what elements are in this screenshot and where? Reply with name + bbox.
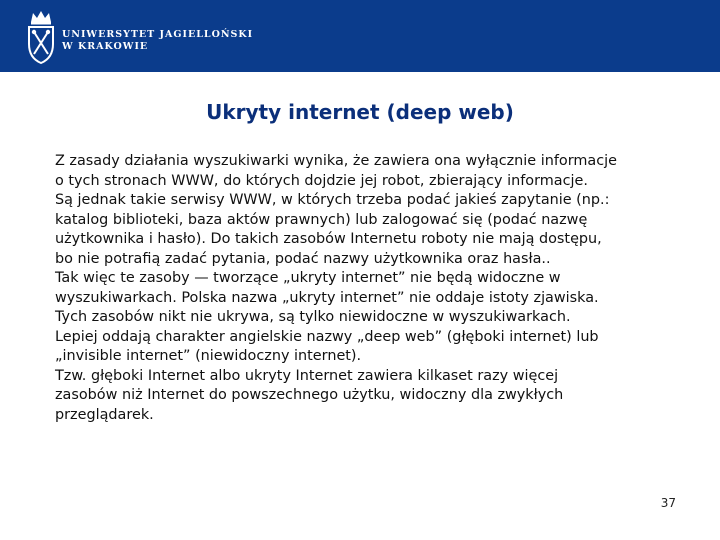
header-bar: [0, 0, 720, 72]
logo-line-2: W KRAKOWIE: [62, 41, 149, 52]
body-line: Tak więc te zasoby — tworzące „ukryty internet” nie będą widoczne w: [55, 270, 561, 286]
body-line: bo nie potrafią zadać pytania, podać nazwy użytkownika oraz hasła..: [55, 250, 551, 267]
body-line: przeglądarek.: [55, 406, 154, 423]
body-line: zasobów niż Internet do powszechnego użytku, widoczny dla zwykłych: [55, 387, 564, 403]
body-line: Z zasady działania wyszukiwarki wynika, że zawiera ona wyłącznie informacje: [55, 153, 617, 169]
body-line: wyszukiwarkach. Polska nazwa „ukryty internet” nie oddaje istoty zjawiska.: [55, 289, 599, 306]
slide-title: Ukryty internet (deep web): [206, 100, 514, 124]
body-line: Tych zasobów nikt nie ukrywa, są tylko niewidoczne w wyszukiwarkach.: [55, 309, 571, 325]
body-line: użytkownika i hasło). Do takich zasobów Internetu roboty nie mają dostępu,: [55, 231, 602, 247]
body-line: Są jednak takie serwisy WWW, w których trzeba podać jakieś zapytanie (np.:: [55, 192, 610, 208]
body-line: „invisible internet” (niewidoczny internet).: [55, 348, 362, 364]
body-line: katalog biblioteki, baza aktów prawnych) lub zalogować się (podać nazwę: [55, 211, 588, 228]
logo-line-1: UNIWERSYTET JAGIELLOŃSKI: [62, 29, 254, 40]
university-logo-text: [62, 29, 253, 53]
body-paragraph: [55, 152, 695, 425]
page-number: 37: [660, 496, 676, 510]
body-line: Tzw. głęboki Internet albo ukryty Internet zawiera kilkaset razy więcej: [55, 367, 559, 384]
body-line: o tych stronach WWW, do których dojdzie jej robot, zbierający informacje.: [55, 172, 588, 189]
body-line: Lepiej oddają charakter angielskie nazwy „deep web” (głęboki internet) lub: [55, 328, 599, 345]
university-crest-icon: [27, 8, 55, 64]
